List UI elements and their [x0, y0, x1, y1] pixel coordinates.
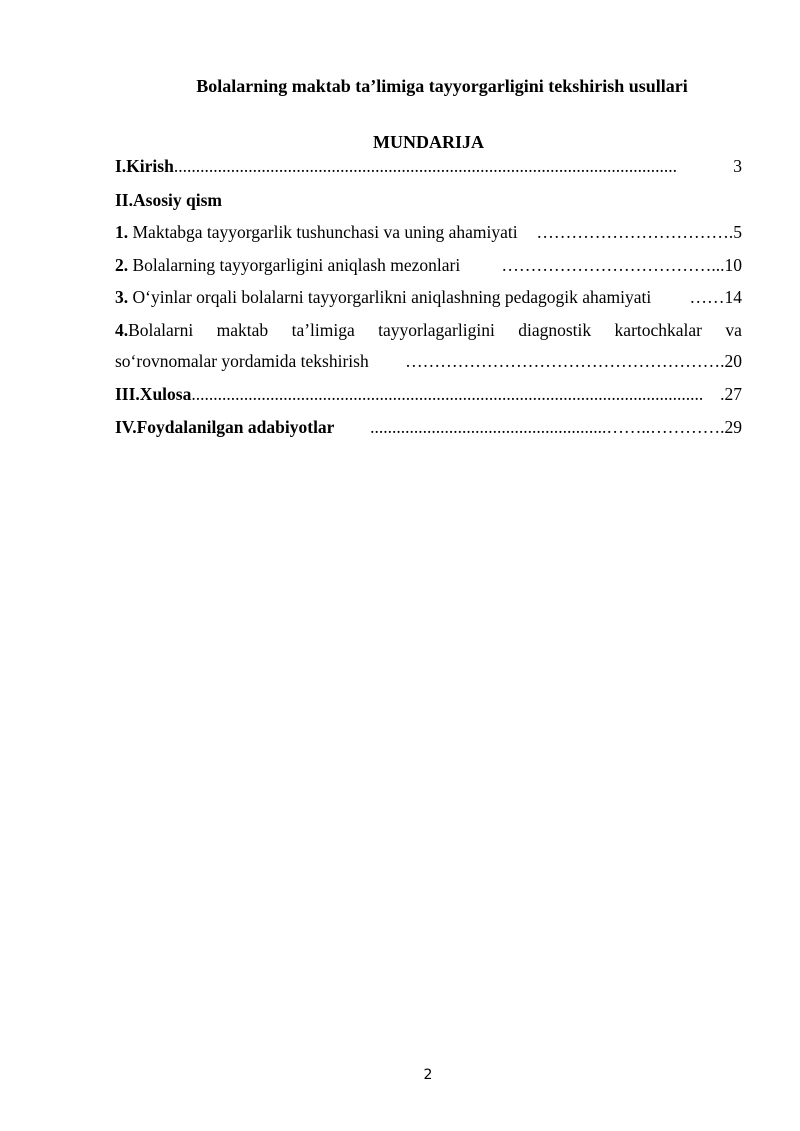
toc-leader-dots: ......................................................……..…………	[370, 417, 721, 437]
toc-entry-number: 2.	[115, 255, 129, 275]
toc-entry-number: 3.	[115, 287, 129, 307]
toc-leader-dots: ……	[689, 287, 725, 307]
toc-leader-dots: ………………………………………………	[405, 351, 721, 371]
toc-page-number: 3	[733, 156, 742, 176]
toc-entry-kirish	[115, 156, 742, 177]
toc-page-number: .10	[720, 255, 742, 275]
toc-entry-text: O‘yinlar orqali bolalarni tayyorgarlikni aniqlashning pedagogik ahamiyati	[128, 287, 652, 307]
toc-section-label: II.Asosiy qism	[115, 190, 222, 210]
toc-entry-word: va	[725, 320, 742, 340]
toc-heading: MUNDARIJA	[373, 132, 484, 152]
toc-entry-number: 4.	[115, 320, 129, 340]
toc-entry-label: I.Kirish	[115, 156, 174, 176]
toc-leader-dots: ……………………………	[536, 222, 729, 242]
toc-leader-dots: ...................................................................................................................	[173, 156, 677, 176]
toc-entry-label: III.Xulosa	[115, 384, 192, 404]
document-title: Bolalarning maktab ta’limiga tayyorgarligini tekshirish usullari	[196, 76, 688, 96]
toc-entry-word: maktab	[216, 320, 269, 340]
toc-entry-3	[115, 287, 742, 308]
toc-entry-word: tayyorlagarligini	[378, 320, 495, 340]
toc-entry-4-line2	[115, 351, 742, 372]
toc-entry-number: 1.	[115, 222, 129, 242]
toc-page-number: .5	[728, 222, 742, 242]
toc-entry-asosiy-qism	[115, 190, 742, 211]
page-number: 2	[423, 1067, 433, 1083]
toc-entry-word: 4.Bolalarni	[115, 320, 194, 340]
toc-entry-text: Maktabga tayyorgarlik tushunchasi va uning ahamiyati	[128, 222, 518, 242]
toc-page-number: 14	[724, 287, 742, 307]
toc-entry-label	[115, 222, 518, 243]
toc-entry-2	[115, 255, 742, 276]
toc-entry-adabiyotlar	[115, 417, 742, 438]
toc-entry-text: Bolalarning tayyorgarligini aniqlash mezonlari	[128, 255, 461, 275]
toc-page-number: .29	[720, 417, 742, 437]
toc-entry-word: kartochkalar	[614, 320, 702, 340]
toc-entry-1	[115, 222, 742, 243]
toc-leader-dots: .....................................................................................................................	[191, 384, 704, 404]
toc-entry-4-line1	[115, 320, 742, 341]
toc-entry-word: ta’limiga	[291, 320, 355, 340]
toc-entry-text: so‘rovnomalar yordamida tekshirish	[115, 351, 369, 371]
toc-entry-xulosa	[115, 384, 742, 405]
toc-page-number: .20	[720, 351, 742, 371]
toc-entry-label: IV.Foydalanilgan adabiyotlar	[115, 417, 335, 437]
toc-entry-label	[115, 255, 460, 276]
toc-leader-dots: ………………………………..	[501, 255, 721, 275]
toc-entry-word: diagnostik	[518, 320, 592, 340]
toc-page-number: .27	[720, 384, 742, 404]
toc-entry-label	[115, 287, 651, 308]
